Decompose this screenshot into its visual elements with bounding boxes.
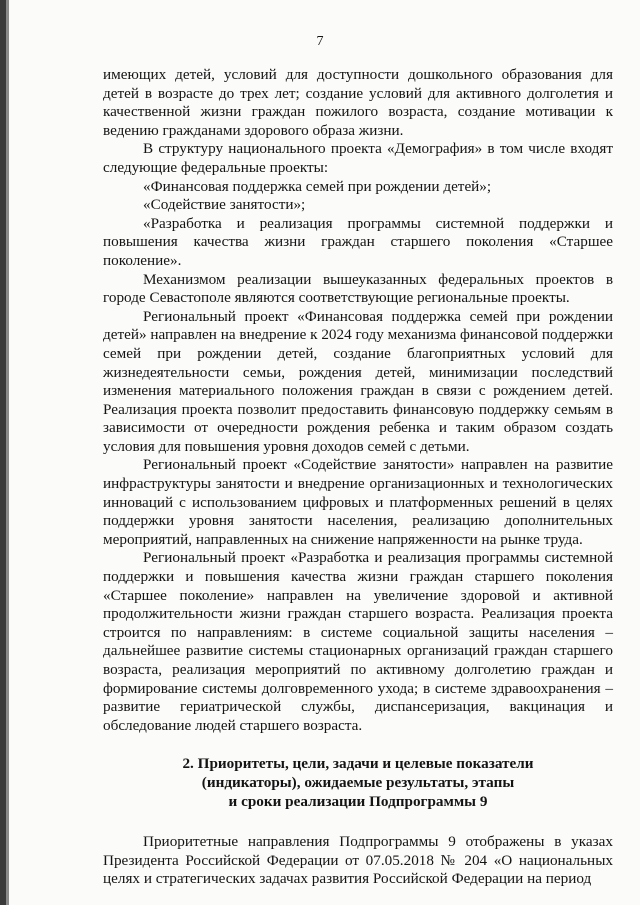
document-body (103, 66, 613, 889)
list-item-federal-project: «Содействие занятости»; (143, 196, 306, 214)
paragraph-project-structure: В структуру национального проекта «Демография» в том числе входят следующие федеральные проекты: (103, 140, 613, 176)
page-number: 7 (316, 34, 324, 49)
scan-edge-shadow-light (6, 0, 9, 905)
paragraph-regional-project-employment: Региональный проект «Содействие занятости» направлен на развитие инфраструктуры занятости и внедрение организационных и технологических инноваций с использованием цифровых и платформенных решений в целях поддержки уровня занятости населения, реализацию дополнительных мероприятий, направленных на снижение напряженности на рынке труда. (103, 456, 613, 548)
section-heading-line: и сроки реализации Подпрограммы 9 (228, 792, 488, 810)
section-heading-line: (индикаторы), ожидаемые результаты, этапы (201, 773, 515, 791)
paragraph-regional-project-elderly: Региональный проект «Разработка и реализация программы системной поддержки и повышения качества жизни граждан старшего поколения «Старшее поколение» направлен на увеличение здоровой и активной продолжительности жизни граждан старшего возраста. Реализация проекта строится по направлениям: в системе социальной защиты населения – дальнейшее развитие системы стационарных организаций граждан старшего возраста, реализация мероприятий по активному долголетию граждан и формирование системы долговременного ухода; в системе здравоохранения – развитие гериатрической службы, диспансеризация, вакцинация и обследование людей старшего возраста. (103, 549, 613, 734)
list-item-federal-project: «Разработка и реализация программы системной поддержки и повышения качества жизни граждан старшего поколения «Старшее поколение». (103, 214, 613, 269)
paragraph-mechanism: Механизмом реализации вышеуказанных федеральных проектов в городе Севастополе являются соответствующие региональные проекты. (103, 270, 613, 307)
section-heading (103, 755, 613, 811)
paragraph-regional-project-family: Региональный проект «Финансовая поддержка семей при рождении детей» направлен на внедрение к 2024 году механизма финансовой поддержки семей при рождении детей, создание благоприятных условий для жизнедеятельности семьи, рождения детей, минимизации последствий изменения материального положения граждан в связи с рождением детей. Реализация проекта позволит предоставить финансовую поддержку семьям в зависимости от очередности рождения ребенка и таким образом создать условия для повышения уровня доходов семей с детьми. (103, 307, 613, 455)
paragraph-continuation: имеющих детей, условий для доступности дошкольного образования для детей в возрасте до трех лет; создание условий для активного долголетия и качественной жизни граждан пожилого возраста, создание мотивации к ведению гражданами здорового образа жизни. (103, 66, 613, 139)
paragraph-priority-directions: Приоритетные направления Подпрограммы 9 отображены в указах Президента Российской Федерации от 07.05.2018 № 204 «О национальных целях и стратегических задачах развития Российской Федерации на период (103, 833, 613, 888)
section-heading-line: 2. Приоритеты, цели, задачи и целевые показатели (182, 755, 534, 773)
list-item-federal-project: «Финансовая поддержка семей при рождении детей»; (143, 177, 492, 195)
